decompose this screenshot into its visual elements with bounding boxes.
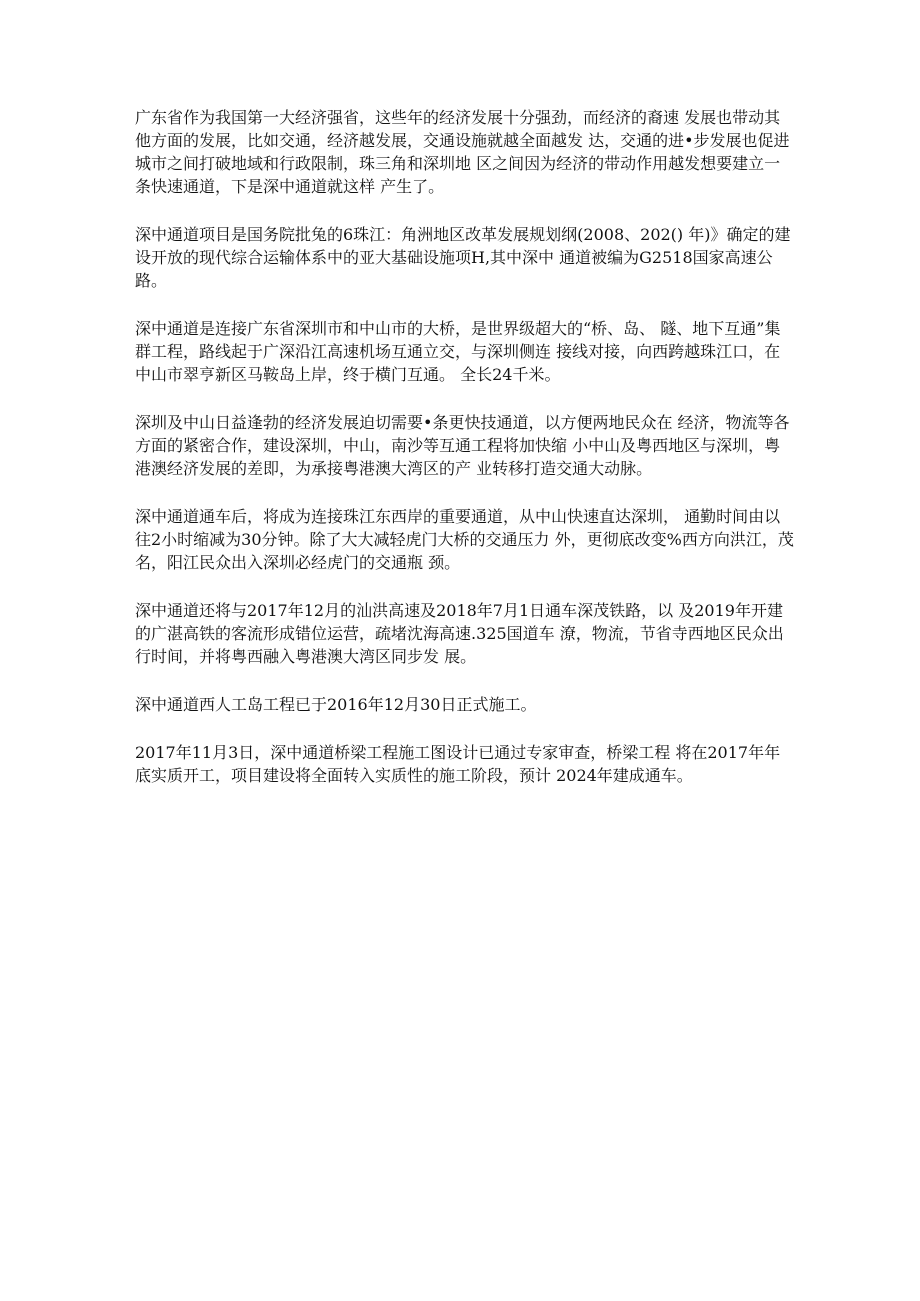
paragraph-6: 深中通道还将与2017年12月的汕洪高速及2018年7月1日通车深茂铁路，以 及2019年开建的广湛高铁的客流形成错位运营，疏堵沈海高速.325国道车 潦，物流，节省寺西地区民众出行时间，并将粤西融入粤港澳大湾区同步发 展。 xyxy=(135,601,784,666)
paragraph-4: 深圳及中山日益逢勃的经济发展迫切需要•条更快技通道，以方便两地民众在 经济，物流等各方面的紧密合作，建设深圳，中山，南沙等互通工程将加快缩 小中山及粤西地区与深圳，粤港澳经济发展的差即，为承接粤港澳大湾区的产 业转移打造交通大动脉。 xyxy=(135,413,790,478)
paragraph-3: 深中通道是连接广东省深圳市和中山市的大桥，是世界级超大的“桥、岛、 隧、地下互通”集群工程，路线起于广深沿江高速机场互通立交，与深圳侧连 接线对接，向西跨越珠江口，在中山市翠亨新区马鞍岛上岸，终于横门互通。 全长24千米。 xyxy=(135,319,781,384)
paragraph-2: 深中通道项目是国务院批兔的6珠江：角洲地区改革发展规划纲(2008、202() 年)》确定的建设开放的现代综合运输体系中的亚大基础设施项H,其中深中 通道被编为G2518国家高速公路。 xyxy=(135,225,791,290)
paragraph-1: 广东省作为我国第一大经济强省，这些年的经济发展十分强劲，而经济的裔速 发展也带动其他方面的发展，比如交通，经济越发展，交通设施就越全面越发 达，交通的进•步发展也促进城市之间打破地域和行政限制，珠三角和深圳地 区之间因为经济的带动作用越发想要建立一条快速通道，下是深中通道就这样 产生了。 xyxy=(135,108,790,196)
document-body xyxy=(135,106,795,812)
paragraph-8: 2017年11月3日，深中通道桥梁工程施工图设计已通过专家审查，桥梁工程 将在2017年年底实质开工，项目建设将全面转入实质性的施工阶段，预计 2024年建成通车。 xyxy=(135,743,781,785)
paragraph-7: 深中通道西人工岛工程已于2016年12月30日正式施工。 xyxy=(135,695,537,714)
paragraph-5: 深中通道通车后，将成为连接珠江东西岸的重要通道，从中山快速直达深圳， 通勤时间由以往2小时缩减为30分钟。除了大大减轻虎门大桥的交通压力 外，更彻底改变%西方向洪江，茂名，阳江民众出入深圳必经虎门的交通瓶 颈。 xyxy=(135,507,794,572)
